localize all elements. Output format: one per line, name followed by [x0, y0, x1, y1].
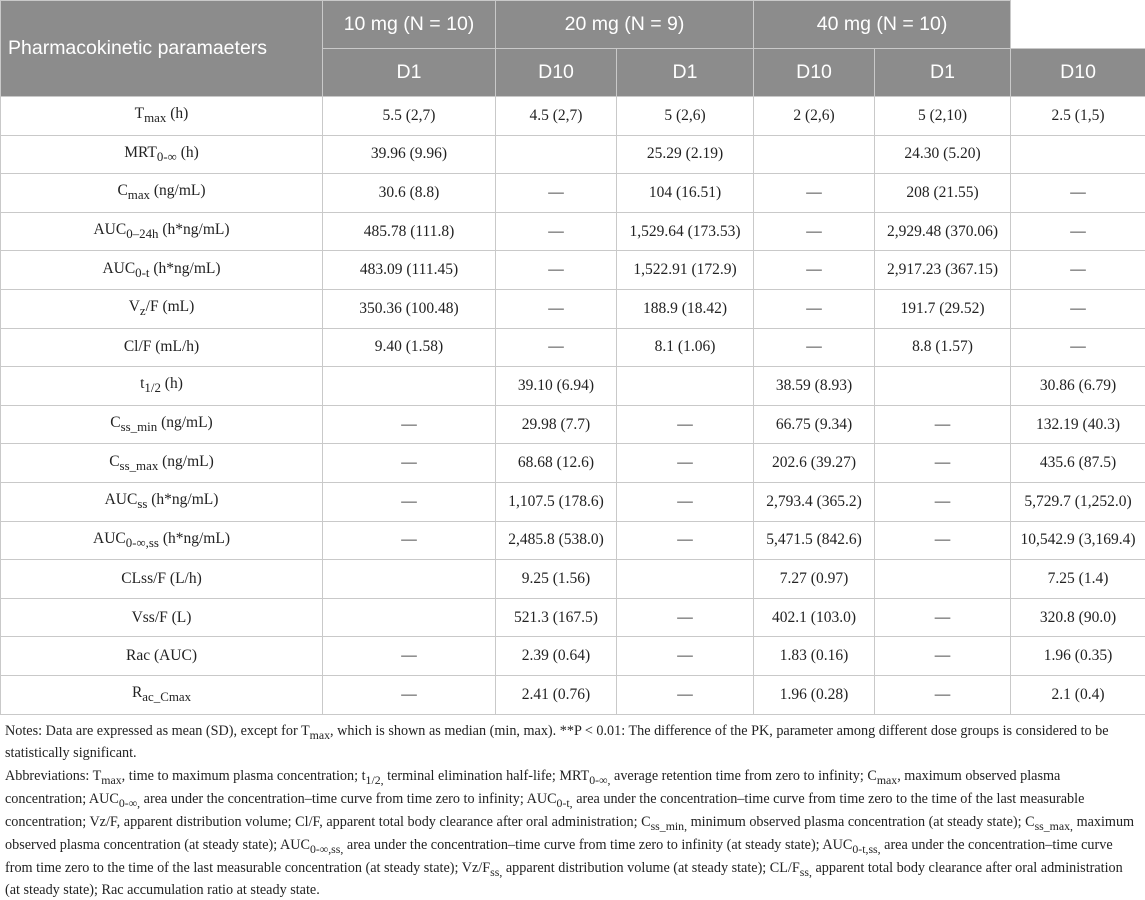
value-cell: 1,522.91 (172.9): [617, 251, 754, 290]
value-cell: [875, 560, 1011, 599]
value-cell: —: [496, 174, 617, 213]
value-cell: 8.1 (1.06): [617, 328, 754, 367]
param-name-cell: $MRT_{0-\infty}$ (h): [1, 135, 323, 174]
value-cell: 39.10 (6.94): [496, 367, 617, 406]
table-row: [1, 444, 1145, 483]
value-cell: 2.41 (0.76): [496, 675, 617, 714]
value-cell: —: [875, 405, 1011, 444]
value-cell: 5.5 (2,7): [323, 97, 496, 136]
value-cell: 8.8 (1.57): [875, 328, 1011, 367]
value-cell: —: [617, 444, 754, 483]
value-cell: —: [323, 444, 496, 483]
value-cell: 2.1 (0.4): [1011, 675, 1145, 714]
table-row: [1, 675, 1145, 714]
value-cell: 39.96 (9.96): [323, 135, 496, 174]
subcol-header: D10: [1011, 49, 1145, 97]
table-row: [1, 97, 1145, 136]
group-header-10mg: 10 mg (N = 10): [323, 1, 496, 49]
param-name-cell: $V_z/F$ (mL): [1, 289, 323, 328]
value-cell: 1,529.64 (173.53): [617, 212, 754, 251]
value-cell: 1.96 (0.35): [1011, 637, 1145, 676]
value-cell: —: [875, 521, 1011, 560]
subcol-header: D1: [617, 49, 754, 97]
param-name-cell: $AUC_{0-24h}$ (h*ng/mL): [1, 212, 323, 251]
value-cell: —: [754, 251, 875, 290]
table-notes: [0, 715, 1145, 900]
table-row: [1, 560, 1145, 599]
group-header-20mg: 20 mg (N = 9): [496, 1, 754, 49]
value-cell: —: [323, 405, 496, 444]
value-cell: —: [754, 289, 875, 328]
table-row: [1, 251, 1145, 290]
value-cell: 2 (2,6): [754, 97, 875, 136]
value-cell: 66.75 (9.34): [754, 405, 875, 444]
value-cell: 30.86 (6.79): [1011, 367, 1145, 406]
value-cell: —: [1011, 212, 1145, 251]
value-cell: 9.40 (1.58): [323, 328, 496, 367]
abbreviations-paragraph: Abbreviations: $T_{max}$, time to maximum plasma concentration; $t_{1/2,}$ terminal elimination half-life; $MRT_{0-\infty,}$ average retention time from zero to infinity; $C_{max}$, maximum observed plasma concentration; $AUC_{0-\infty,}$ area under the concentration–time curve from time zero to infinity; $AUC_{0-t,}$ area under the concentration–time curve from time zero to the time of the last measurable concentration; Vz/F, apparent distribution volume; Cl/F, apparent total body clearance after oral administration; $C_{ss\_min,}$ minimum observed plasma concentration (at steady state); $C_{ss\_max,}$ maximum observed plasma concentration (at steady state); $AUC_{0-\infty,ss,}$ area under the concentration–time curve from time zero to infinity (at steady state); $AUC_{0-t,ss,}$ area under the concentration–time curve from time zero to the time of the last measurable concentration (at steady state); $Vz/F_{ss,}$ apparent distribution volume (at steady state); $CL/F_{ss,}$ apparent total body clearance after oral administration (at steady state); Rac accumulation ratio at steady state.: [5, 767, 1139, 900]
value-cell: 5 (2,10): [875, 97, 1011, 136]
value-cell: —: [875, 598, 1011, 637]
value-cell: 5,729.7 (1,252.0): [1011, 482, 1145, 521]
value-cell: —: [323, 521, 496, 560]
value-cell: —: [754, 174, 875, 213]
param-name-cell: Rac (AUC): [1, 637, 323, 676]
table-row: [1, 212, 1145, 251]
value-cell: 320.8 (90.0): [1011, 598, 1145, 637]
value-cell: —: [1011, 328, 1145, 367]
table-row: [1, 598, 1145, 637]
value-cell: 191.7 (29.52): [875, 289, 1011, 328]
value-cell: —: [617, 405, 754, 444]
value-cell: 402.1 (103.0): [754, 598, 875, 637]
table-row: [1, 174, 1145, 213]
param-name-cell: $R_{ac\_Cmax}$: [1, 675, 323, 714]
value-cell: [1011, 135, 1145, 174]
value-cell: 38.59 (8.93): [754, 367, 875, 406]
subcol-header: D10: [754, 49, 875, 97]
value-cell: 2,917.23 (367.15): [875, 251, 1011, 290]
value-cell: —: [875, 675, 1011, 714]
param-name-cell: $C_{ss\_min}$ (ng/mL): [1, 405, 323, 444]
param-name-cell: $T_{max}$ (h): [1, 97, 323, 136]
value-cell: 2,793.4 (365.2): [754, 482, 875, 521]
value-cell: [323, 598, 496, 637]
value-cell: 2.5 (1,5): [1011, 97, 1145, 136]
value-cell: —: [323, 675, 496, 714]
value-cell: 435.6 (87.5): [1011, 444, 1145, 483]
value-cell: —: [617, 482, 754, 521]
param-name-cell: $AUC_{ss}$ (h*ng/mL): [1, 482, 323, 521]
param-name-cell: CLss/F (L/h): [1, 560, 323, 599]
value-cell: —: [1011, 251, 1145, 290]
value-cell: —: [323, 482, 496, 521]
value-cell: —: [1011, 174, 1145, 213]
value-cell: 30.6 (8.8): [323, 174, 496, 213]
value-cell: —: [754, 212, 875, 251]
group-header-40mg: 40 mg (N = 10): [754, 1, 1011, 49]
value-cell: 188.9 (18.42): [617, 289, 754, 328]
value-cell: 2.39 (0.64): [496, 637, 617, 676]
value-cell: —: [875, 637, 1011, 676]
value-cell: [617, 560, 754, 599]
table-row: [1, 637, 1145, 676]
param-name-cell: $t_{1/2}$ (h): [1, 367, 323, 406]
value-cell: —: [496, 289, 617, 328]
value-cell: 483.09 (111.45): [323, 251, 496, 290]
value-cell: 5,471.5 (842.6): [754, 521, 875, 560]
value-cell: 1.83 (0.16): [754, 637, 875, 676]
value-cell: 2,485.8 (538.0): [496, 521, 617, 560]
value-cell: 24.30 (5.20): [875, 135, 1011, 174]
value-cell: 29.98 (7.7): [496, 405, 617, 444]
value-cell: —: [617, 598, 754, 637]
param-name-cell: Cl/F (mL/h): [1, 328, 323, 367]
value-cell: —: [875, 444, 1011, 483]
param-name-cell: Vss/F (L): [1, 598, 323, 637]
value-cell: [496, 135, 617, 174]
table-row: [1, 328, 1145, 367]
value-cell: —: [323, 637, 496, 676]
value-cell: 521.3 (167.5): [496, 598, 617, 637]
value-cell: —: [496, 251, 617, 290]
value-cell: 1.96 (0.28): [754, 675, 875, 714]
value-cell: 350.36 (100.48): [323, 289, 496, 328]
value-cell: 25.29 (2.19): [617, 135, 754, 174]
value-cell: [323, 560, 496, 599]
value-cell: 7.25 (1.4): [1011, 560, 1145, 599]
subcol-header: D10: [496, 49, 617, 97]
value-cell: —: [875, 482, 1011, 521]
value-cell: 2,929.48 (370.06): [875, 212, 1011, 251]
param-name-cell: $C_{ss\_max}$ (ng/mL): [1, 444, 323, 483]
value-cell: 1,107.5 (178.6): [496, 482, 617, 521]
param-name-cell: $C_{max}$ (ng/mL): [1, 174, 323, 213]
value-cell: 5 (2,6): [617, 97, 754, 136]
param-column-header: Pharmacokinetic paramaeters: [1, 1, 323, 97]
value-cell: 4.5 (2,7): [496, 97, 617, 136]
param-name-cell: $AUC_{0-\infty,ss}$ (h*ng/mL): [1, 521, 323, 560]
value-cell: 208 (21.55): [875, 174, 1011, 213]
table-row: [1, 521, 1145, 560]
value-cell: 9.25 (1.56): [496, 560, 617, 599]
value-cell: [323, 367, 496, 406]
table-row: [1, 482, 1145, 521]
value-cell: 10,542.9 (3,169.4): [1011, 521, 1145, 560]
value-cell: —: [1011, 289, 1145, 328]
value-cell: 485.78 (111.8): [323, 212, 496, 251]
value-cell: —: [617, 521, 754, 560]
header-row-groups: [1, 1, 1145, 49]
value-cell: —: [496, 328, 617, 367]
value-cell: 68.68 (12.6): [496, 444, 617, 483]
subcol-header: D1: [323, 49, 496, 97]
table-row: [1, 405, 1145, 444]
value-cell: 104 (16.51): [617, 174, 754, 213]
value-cell: [754, 135, 875, 174]
table-row: [1, 289, 1145, 328]
value-cell: —: [617, 675, 754, 714]
value-cell: 7.27 (0.97): [754, 560, 875, 599]
param-name-cell: $AUC_{0-t}$ (h*ng/mL): [1, 251, 323, 290]
value-cell: —: [496, 212, 617, 251]
value-cell: —: [754, 328, 875, 367]
table-row: [1, 367, 1145, 406]
table-body: [1, 97, 1145, 715]
subcol-header: D1: [875, 49, 1011, 97]
value-cell: [875, 367, 1011, 406]
value-cell: [617, 367, 754, 406]
notes-paragraph: Notes: Data are expressed as mean (SD), except for $T_{max}$, which is shown as median (min, max). **P < 0.01: The difference of the PK, parameter among different dose groups is considered to be statistically significant.: [5, 722, 1139, 764]
table-row: [1, 135, 1145, 174]
value-cell: 202.6 (39.27): [754, 444, 875, 483]
value-cell: —: [617, 637, 754, 676]
value-cell: 132.19 (40.3): [1011, 405, 1145, 444]
